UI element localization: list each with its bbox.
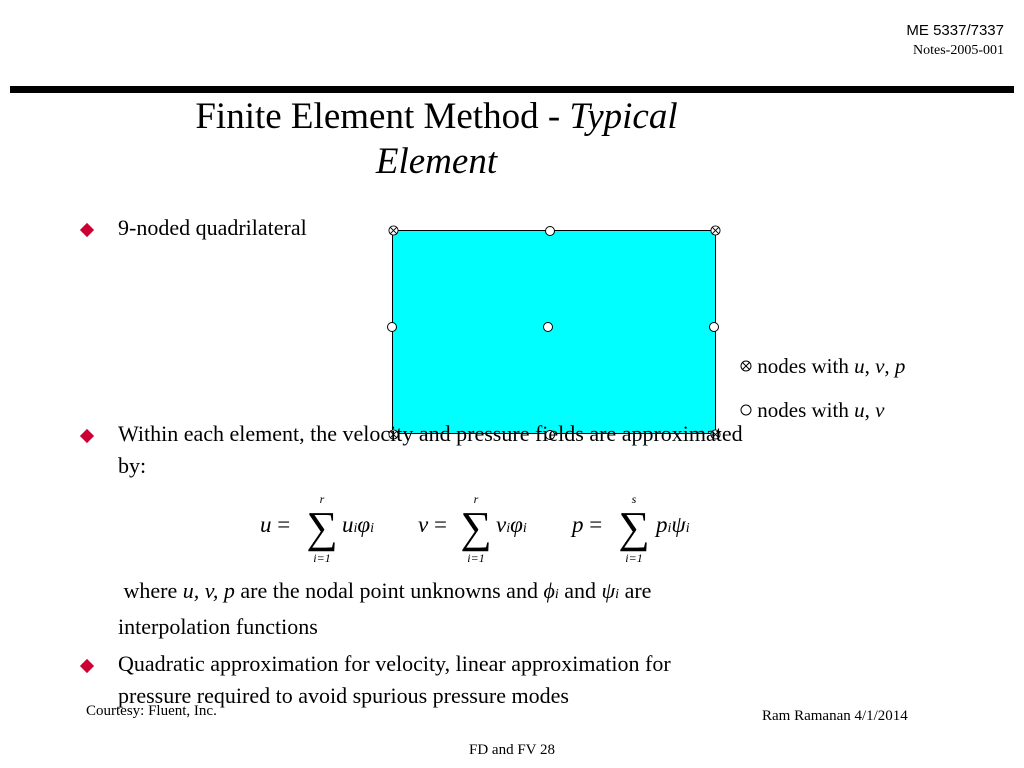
corner-node-icon — [710, 225, 721, 236]
summation-v: r ∑ i=1 — [458, 492, 494, 566]
var-p: p — [894, 354, 906, 378]
legend-cross-label: nodes with — [757, 354, 855, 378]
sigma-icon: ∑ — [306, 503, 338, 552]
legend-circle-label: nodes with — [757, 398, 855, 422]
bullet-diamond-icon — [80, 659, 94, 673]
where-line-2: interpolation functions — [118, 614, 318, 639]
author-date: Ram Ramanan 4/1/2014 — [762, 708, 908, 724]
equation-u: u = — [260, 512, 291, 537]
var-u: u — [854, 354, 865, 378]
title-italic-2: Element — [375, 141, 498, 182]
bullet-3-line-2: pressure required to avoid spurious pressure modes — [118, 683, 569, 708]
title-main: Finite Element Method - — [195, 96, 570, 137]
var-v: v — [875, 398, 885, 422]
quadrilateral-element — [392, 230, 716, 434]
bullet-diamond-icon — [80, 223, 94, 237]
midside-node-icon — [545, 226, 555, 236]
equation-p: p = — [572, 512, 603, 537]
equation-v-rhs: viφi — [496, 512, 527, 537]
notes-id: Notes-2005-001 — [913, 43, 1004, 58]
bullet-1-text: 9-noded quadrilateral — [118, 215, 307, 240]
corner-node-icon — [388, 225, 399, 236]
bullet-2-line-2: by: — [118, 453, 147, 478]
sigma-icon: ∑ — [618, 503, 650, 552]
crossed-circle-icon — [740, 360, 752, 372]
open-circle-icon — [740, 404, 752, 416]
center-node-icon — [543, 322, 553, 332]
midside-node-icon — [709, 322, 719, 332]
legend-crossed-nodes: nodes with u, v, p — [740, 352, 905, 380]
slide-title — [0, 94, 873, 184]
header-rule — [10, 86, 1014, 93]
sigma-icon: ∑ — [460, 503, 492, 552]
midside-node-icon — [387, 322, 397, 332]
equation-p-rhs: piψi — [656, 512, 690, 537]
summation-p: s ∑ i=1 — [616, 492, 652, 566]
bullet-3-line-1: Quadratic approximation for velocity, linear approximation for — [118, 651, 671, 676]
where-text: where u, v, p are the nodal point unknowns and ϕi and ψi are interpolation functions — [118, 578, 652, 639]
nodal-unknowns: u, v, p — [182, 578, 235, 603]
var-v: v — [875, 354, 885, 378]
bullet-diamond-icon — [80, 429, 94, 443]
bullet-2-text — [118, 418, 743, 482]
summation-u: r ∑ i=1 — [304, 492, 340, 566]
course-code: ME 5337/7337 — [906, 22, 1004, 39]
slide-number: FD and FV 28 — [469, 742, 555, 758]
var-u: u — [854, 398, 865, 422]
legend-open-nodes: nodes with u, v — [740, 396, 884, 424]
equation-v: v = — [418, 512, 447, 537]
equation-u-rhs: uiφi — [342, 512, 375, 537]
bullet-2-line-1: Within each element, the velocity and pressure fields are approximated — [118, 421, 743, 446]
courtesy-note: Courtesy: Fluent, Inc. — [86, 703, 217, 719]
title-italic-1: Typical — [569, 96, 678, 137]
